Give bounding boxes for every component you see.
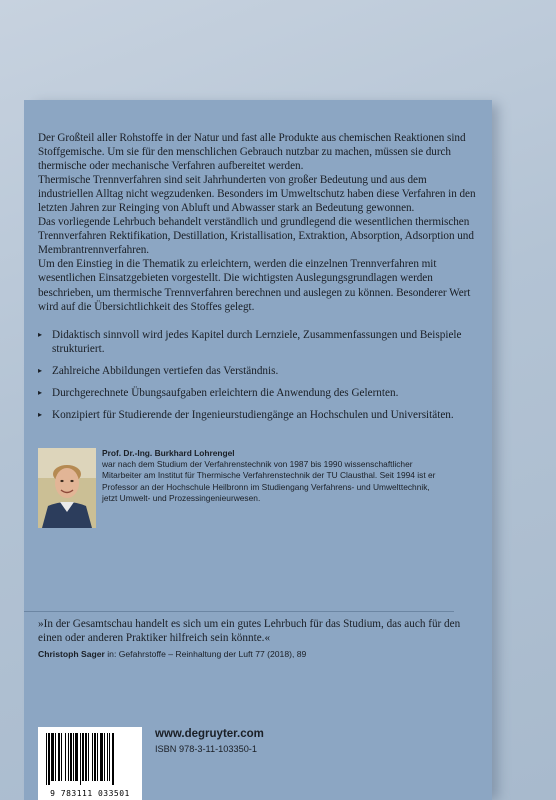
barcode-bar	[73, 733, 74, 781]
blurb-paragraph-4: Um den Einstieg in die Thematik zu erleichtern, werden die einzelnen Trennverfahren mit wesentlichen Einsatzgebieten vorgestellt. Die wichtigsten Auslegungsgrundlagen werden beschrieben, um thermische Trennverfahren berechnen und auslegen zu können. Besonderer Wert wird auf die Übersichtlichkeit des Stoffes gelegt.	[38, 258, 471, 313]
barcode-icon	[44, 733, 136, 785]
barcode-bar	[104, 733, 105, 781]
barcode-bar	[100, 733, 103, 781]
barcode-digits: 9 783111 033501	[50, 789, 130, 798]
barcode-bar	[107, 733, 108, 781]
triangle-bullet-icon: ▸	[38, 387, 43, 397]
barcode-bar	[80, 733, 81, 785]
barcode-bar	[65, 733, 66, 781]
barcode-bar	[92, 733, 93, 781]
isbn-number: ISBN 978-3-11-103350-1	[155, 744, 257, 754]
quote-text: »In der Gesamtschau handelt es sich um ein gutes Lehrbuch für das Studium, das auch für den einen oder anderen Praktiker hilfreich sein könnte.«	[38, 618, 461, 644]
barcode-bar	[46, 733, 47, 785]
feature-item: ▸ Zahlreiche Abbildungen vertiefen das Verständnis.	[38, 364, 279, 377]
barcode-bar	[55, 733, 56, 781]
feature-list	[38, 328, 482, 422]
barcode-bar	[68, 733, 69, 781]
quote-author: Christoph Sager	[38, 649, 105, 659]
quote-reference: in: Gefahrstoffe – Reinhaltung der Luft 77 (2018), 89	[107, 649, 307, 659]
barcode-bar	[112, 733, 114, 785]
author-section	[38, 448, 482, 560]
triangle-bullet-icon: ▸	[38, 365, 43, 375]
barcode-bar	[70, 733, 72, 781]
feature-item: ▸ Durchgerechnete Übungsaufgaben erleichtern die Anwendung des Gelernten.	[38, 386, 399, 399]
triangle-bullet-icon: ▸	[38, 329, 43, 339]
blurb-text	[38, 131, 482, 314]
barcode-bar	[58, 733, 60, 781]
triangle-bullet-icon: ▸	[38, 409, 43, 419]
isbn-barcode	[38, 727, 142, 800]
review-quote	[38, 618, 478, 660]
author-name: Prof. Dr.-Ing. Burkhard Lohrengel	[102, 447, 235, 458]
author-description: war nach dem Studium der Verfahrenstechnik von 1987 bis 1990 wissenschaftlicher Mitarbeiter am Institut für Thermische Verfahrenstechnik der TU Clausthal. Seit 1994 ist er Professor an der Hochschule Heilbronn im Studiengang Verfahrens- und Umwelttechnik, jetzt Umwelt- und Prozessingenieurwesen.	[102, 459, 436, 504]
author-photo	[38, 448, 96, 528]
barcode-bar	[61, 733, 62, 781]
feature-item: ▸ Konzipiert für Studierende der Ingenieurstudiengänge an Hochschulen und Universitäten.	[38, 408, 454, 421]
feature-item: ▸ Didaktisch sinnvoll wird jedes Kapitel durch Lernziele, Zusammenfassungen und Beispiele strukturiert.	[38, 328, 462, 355]
author-portrait-icon	[38, 448, 96, 528]
book-back-cover	[24, 100, 492, 800]
section-divider	[24, 611, 454, 612]
publisher-website[interactable]: www.degruyter.com	[155, 728, 264, 740]
barcode-bar	[94, 733, 96, 781]
barcode-bar	[82, 733, 84, 781]
blurb-paragraph-1: Der Großteil aller Rohstoffe in der Natur und fast alle Produkte aus chemischen Reaktionen sind Stoffgemische. Um sie für den menschlichen Gebrauch nutzbar zu machen, müssen sie durch thermische oder mechanische Verfahren aufbereitet werden.	[38, 132, 466, 173]
blurb-paragraph-2: Thermische Trennverfahren sind seit Jahrhunderten von großer Bedeutung und aus dem industriellen Alltag nicht wegzudenken. Besonders im Umweltschutz haben diese Verfahren in den letzten Jahren zur Reinging von Abluft und Abwasser stark an Bedeutung gewonnen.	[38, 174, 476, 215]
barcode-bar	[51, 733, 54, 781]
barcode-bar	[109, 733, 110, 781]
author-bio	[102, 448, 442, 505]
blurb-paragraph-3: Das vorliegende Lehrbuch behandelt verständlich und grundlegend die wesentlichen thermischen Trennverfahren Rektifikation, Destillation, Kristallisation, Extraktion, Absorption, Adsorption und Membrantrennverfahren.	[38, 216, 474, 257]
barcode-bar	[85, 733, 87, 781]
barcode-bar	[75, 733, 78, 781]
barcode-bar	[48, 733, 50, 785]
barcode-bar	[97, 733, 98, 781]
quote-source	[38, 648, 478, 660]
barcode-bar	[88, 733, 89, 781]
